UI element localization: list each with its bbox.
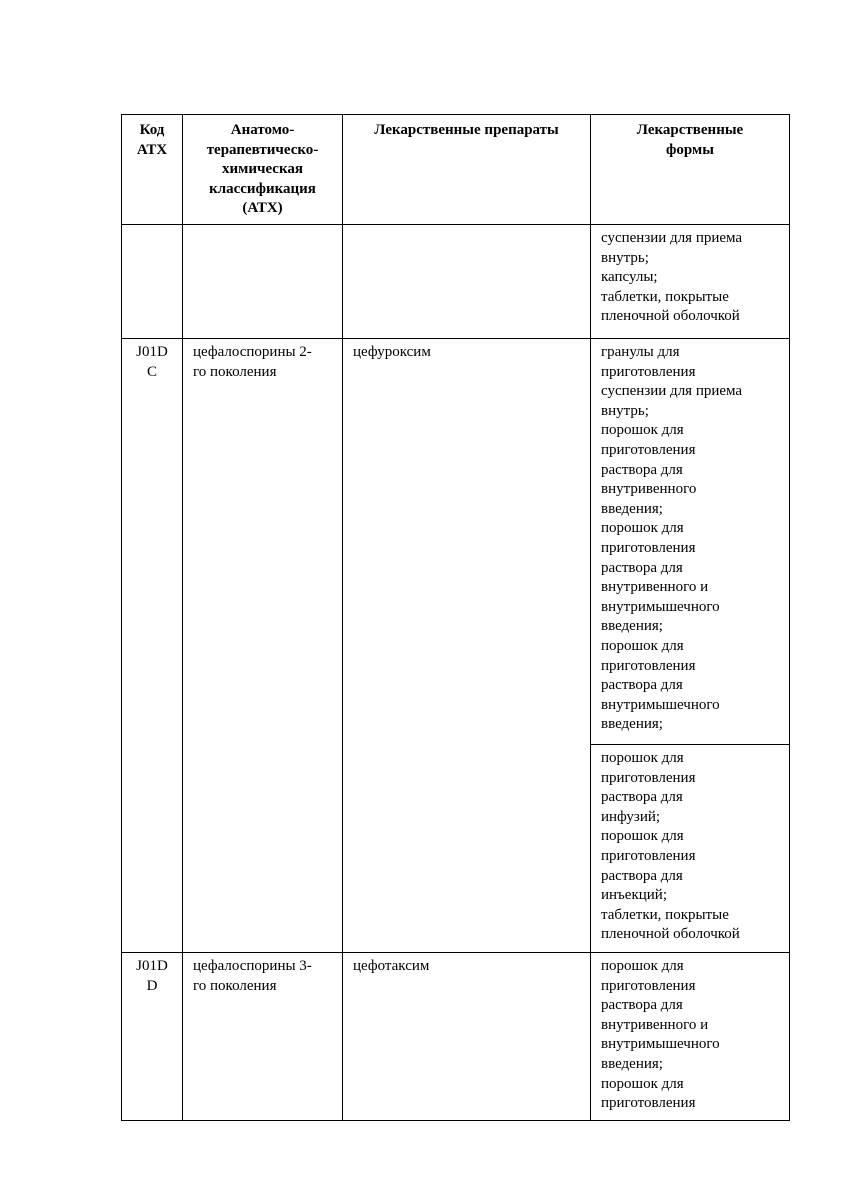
header-classification: Анатомо- терапевтическо- химическая классификация (АТХ) xyxy=(183,115,343,225)
table-row xyxy=(122,339,790,745)
cell-code: J01D D xyxy=(122,953,183,1121)
atx-drug-table xyxy=(121,114,790,1121)
cell-forms: гранулы для приготовления суспензии для приема внутрь; порошок для приготовления раствора для внутривенного введения; порошок для приготовления раствора для внутривенного и внутримышечного введения; порошок для приготовления раствора для внутримышечного введения; xyxy=(591,339,790,745)
cell-drug xyxy=(343,225,591,339)
table-row xyxy=(122,953,790,1121)
cell-code xyxy=(122,225,183,339)
cell-drug: цефотаксим xyxy=(343,953,591,1121)
cell-classification: цефалоспорины 2- го поколения xyxy=(183,339,343,953)
table-row xyxy=(122,225,790,339)
header-forms: Лекарственные формы xyxy=(591,115,790,225)
cell-code: J01D C xyxy=(122,339,183,953)
cell-forms: порошок для приготовления раствора для инфузий; порошок для приготовления раствора для инъекций; таблетки, покрытые пленочной оболочкой xyxy=(591,745,790,953)
table-header-row xyxy=(122,115,790,225)
cell-classification xyxy=(183,225,343,339)
cell-forms: суспензии для приема внутрь; капсулы; таблетки, покрытые пленочной оболочкой xyxy=(591,225,790,339)
cell-drug: цефуроксим xyxy=(343,339,591,953)
cell-classification: цефалоспорины 3- го поколения xyxy=(183,953,343,1121)
header-drugs: Лекарственные препараты xyxy=(343,115,591,225)
header-code: Код АТХ xyxy=(122,115,183,225)
cell-forms: порошок для приготовления раствора для внутривенного и внутримышечного введения; порошок для приготовления xyxy=(591,953,790,1121)
